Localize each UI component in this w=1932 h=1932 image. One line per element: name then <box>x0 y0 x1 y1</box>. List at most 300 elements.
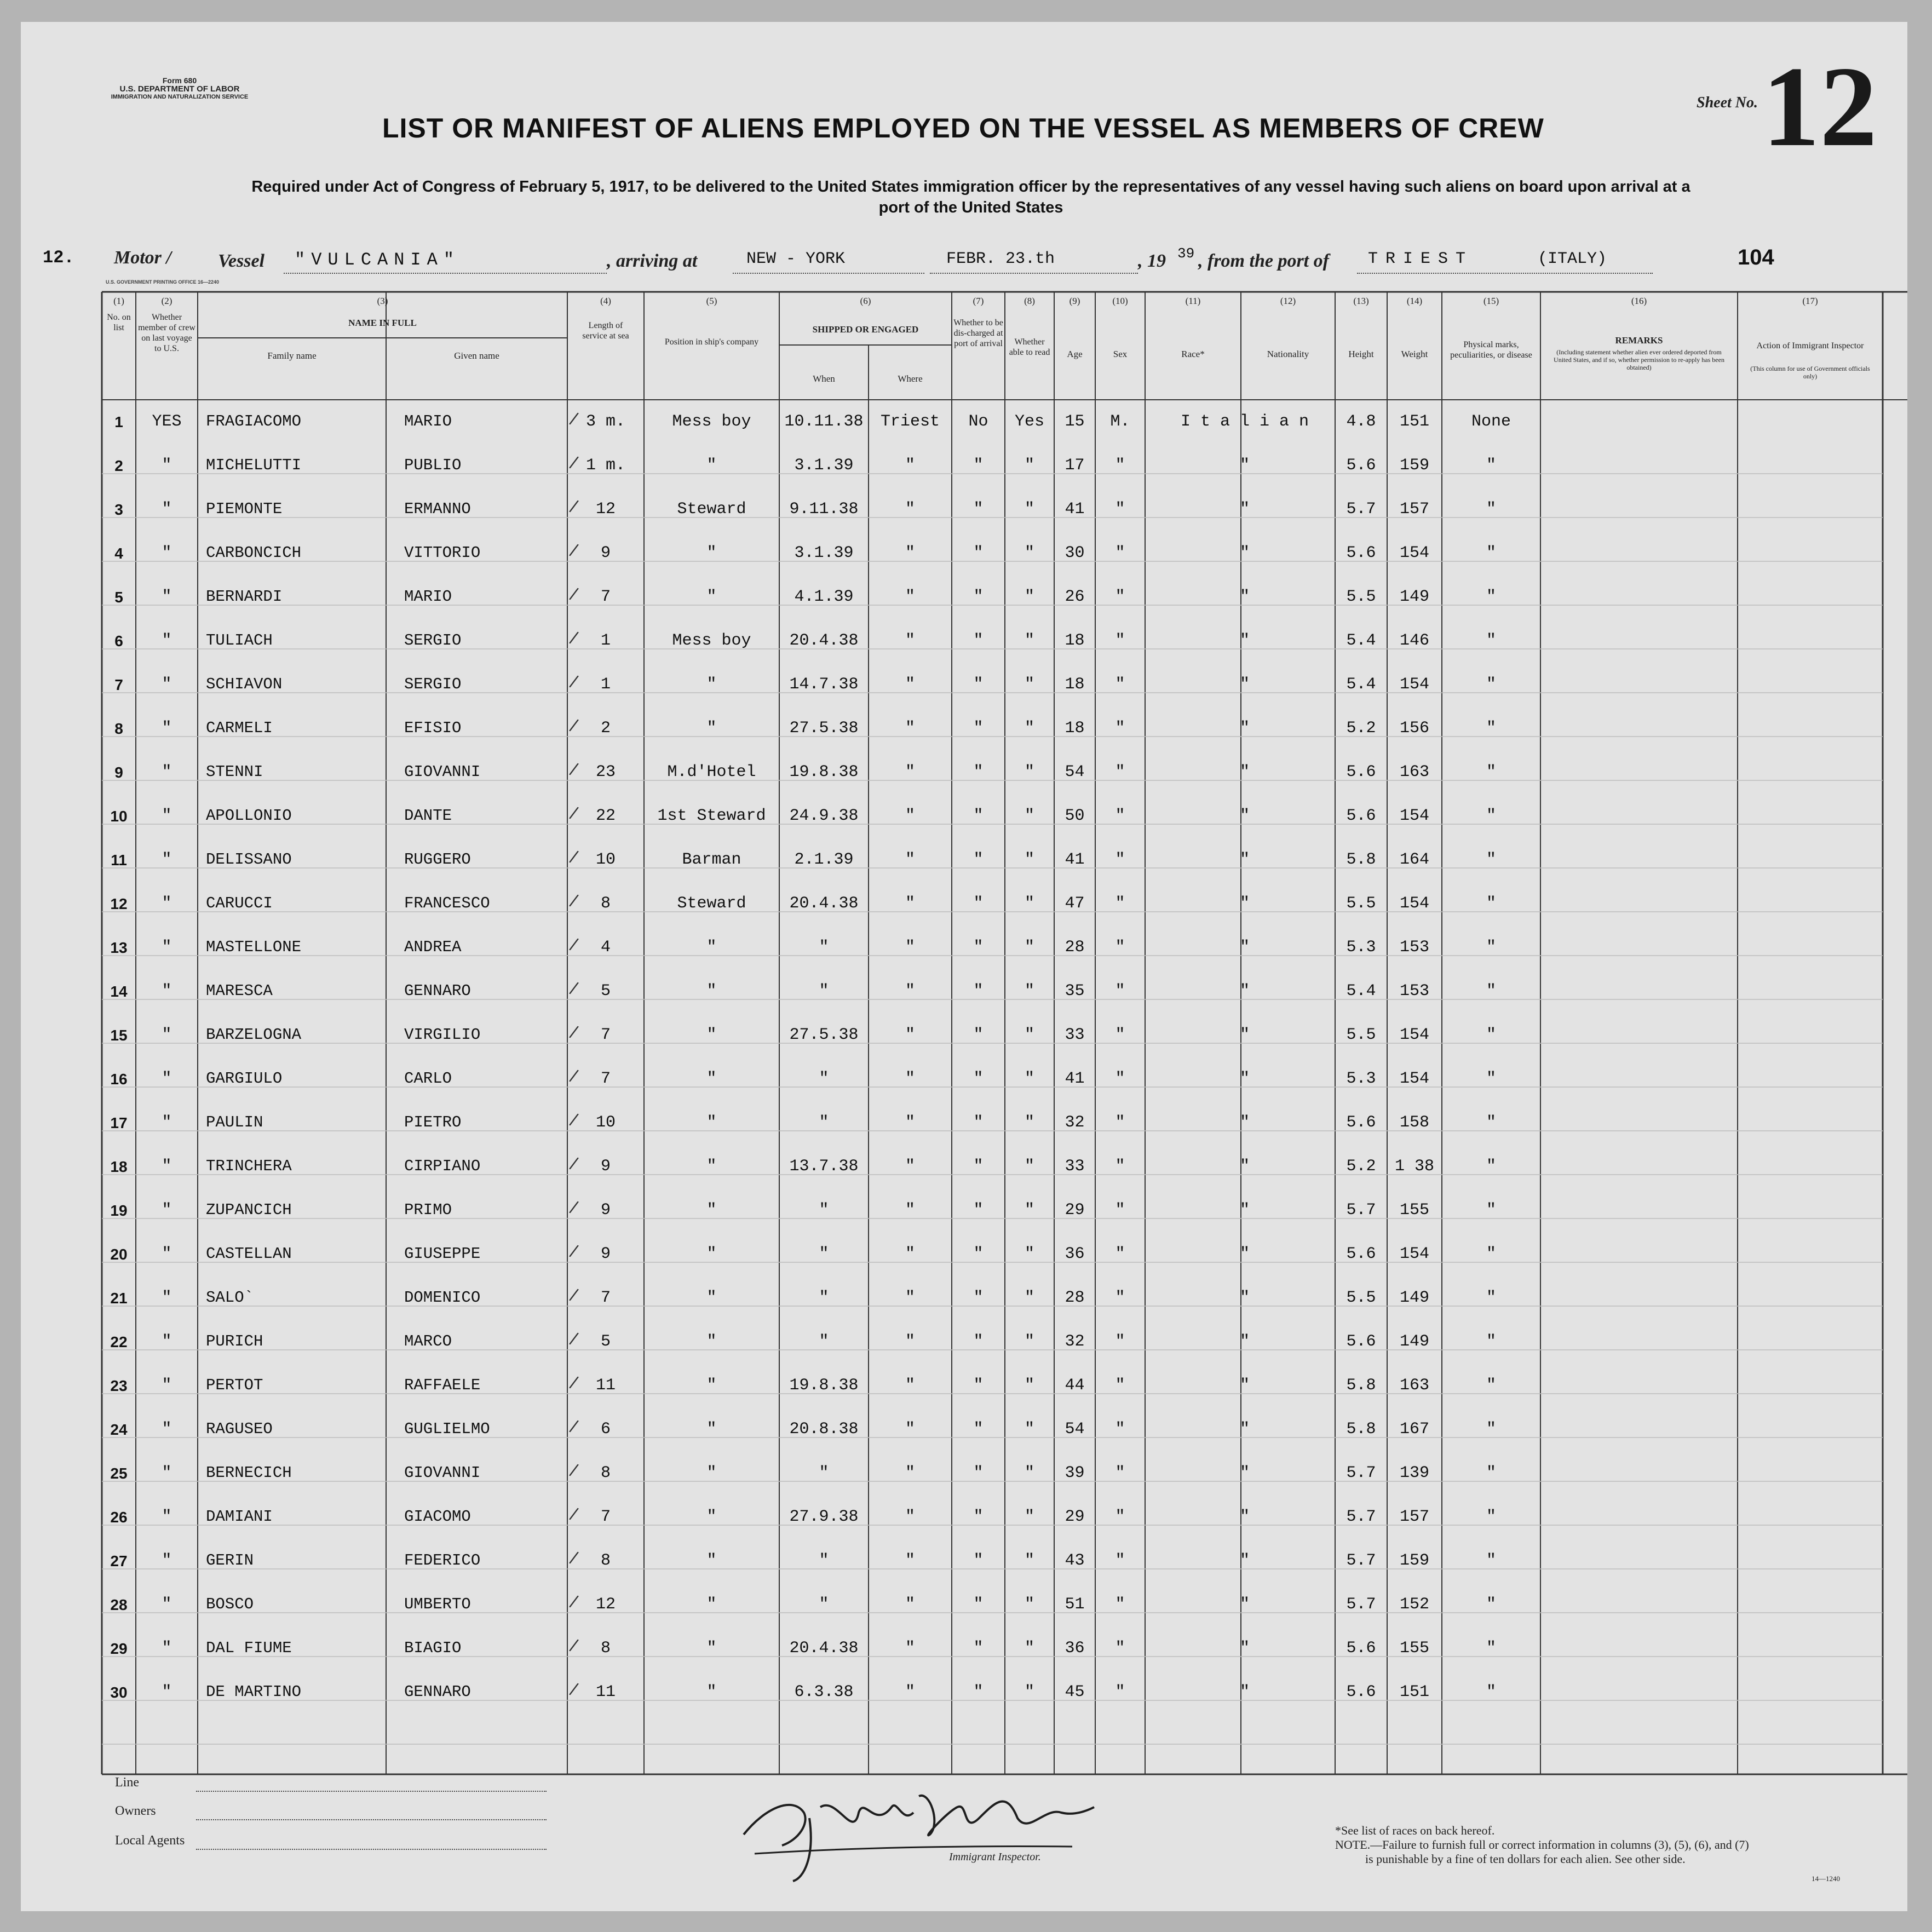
cell-marks: " <box>1486 719 1496 738</box>
cell-height: 5.2 <box>1346 719 1376 738</box>
cell-prev: " <box>162 1201 172 1220</box>
cell-when: " <box>819 1551 829 1570</box>
cell-read: " <box>1024 1332 1034 1351</box>
form-code: 14—1240 <box>1812 1875 1840 1883</box>
cell-prev: " <box>162 894 172 913</box>
cell-disch: " <box>973 456 984 475</box>
cell-height: 5.3 <box>1346 938 1376 957</box>
cell-family: DE MARTINO <box>206 1683 302 1701</box>
cell-disch: " <box>973 1639 984 1658</box>
owners-label: Owners <box>115 1804 156 1818</box>
cell-age: 18 <box>1065 675 1085 694</box>
cell-where: " <box>905 1289 915 1307</box>
cell-read: " <box>1024 1245 1034 1263</box>
cell-service: 4 <box>600 938 611 957</box>
cell-read: " <box>1024 1464 1034 1482</box>
cell-service: 10 <box>595 1113 616 1132</box>
cell-position: " <box>706 1289 717 1307</box>
cell-weight: 156 <box>1399 719 1429 738</box>
cell-service: 8 <box>600 1551 611 1570</box>
cell-sex: " <box>1115 1595 1125 1614</box>
cell-service: 2 <box>600 719 611 738</box>
row-number: 27 <box>110 1553 128 1569</box>
cell-family: APOLLONIO <box>206 807 292 825</box>
cell-given: ANDREA <box>404 938 462 956</box>
cell-position: " <box>706 1464 717 1482</box>
cell-service: 22 <box>595 807 616 825</box>
col8-number: (8) <box>1024 296 1035 306</box>
printing-office: U.S. GOVERNMENT PRINTING OFFICE 16—2240 <box>106 279 220 285</box>
col9-heading: Age <box>1067 349 1083 359</box>
cell-height: 5.6 <box>1346 807 1376 825</box>
cell-age: 36 <box>1065 1639 1085 1658</box>
cell-marks: " <box>1486 1201 1496 1220</box>
cell-weight: 163 <box>1399 1376 1429 1395</box>
cell-position: " <box>706 1070 717 1088</box>
cell-position: Steward <box>677 500 746 519</box>
cell-prev: " <box>162 1639 172 1658</box>
col6-number: (6) <box>860 296 871 306</box>
check-mark: / <box>568 540 580 560</box>
cell-disch: " <box>973 982 984 1001</box>
cell-where: " <box>905 544 915 562</box>
cell-weight: 154 <box>1399 544 1429 562</box>
check-mark: / <box>568 584 580 604</box>
cell-age: 26 <box>1065 588 1085 606</box>
col12-number: (12) <box>1280 296 1296 306</box>
cell-height: 5.8 <box>1346 1420 1376 1439</box>
cell-where: " <box>905 1070 915 1088</box>
cell-age: 32 <box>1065 1332 1085 1351</box>
cell-family: MICHELUTTI <box>206 456 302 474</box>
cell-weight: 164 <box>1399 850 1429 869</box>
cell-family: MASTELLONE <box>206 938 302 956</box>
row-number: 13 <box>110 939 128 956</box>
cell-age: 18 <box>1065 719 1085 738</box>
cell-given: GIUSEPPE <box>404 1245 481 1263</box>
cell-race: " <box>1239 456 1250 475</box>
cell-sex: " <box>1115 1683 1125 1701</box>
check-mark: / <box>568 1066 580 1086</box>
cell-when: 20.4.38 <box>789 631 859 650</box>
cell-given: GUGLIELMO <box>404 1420 490 1438</box>
col2-number: (2) <box>161 296 173 306</box>
cell-prev: " <box>162 982 172 1001</box>
cell-sex: " <box>1115 500 1125 519</box>
cell-race: I t a l i a n <box>1180 412 1309 431</box>
row-number: 22 <box>110 1333 128 1350</box>
cell-marks: " <box>1486 1332 1496 1351</box>
cell-position: " <box>706 1376 717 1395</box>
cell-position: " <box>706 1551 717 1570</box>
cell-weight: 167 <box>1399 1420 1429 1439</box>
cell-weight: 155 <box>1399 1639 1429 1658</box>
cell-disch: " <box>973 1113 984 1132</box>
check-mark: / <box>568 1635 580 1655</box>
cell-disch: " <box>973 1070 984 1088</box>
cell-age: 30 <box>1065 544 1085 562</box>
check-mark: / <box>568 1197 580 1217</box>
form-department: U.S. DEPARTMENT OF LABOR <box>119 84 240 94</box>
cell-when: 20.4.38 <box>789 1639 859 1658</box>
check-mark: / <box>568 1548 580 1568</box>
cell-age: 41 <box>1065 850 1085 869</box>
col1-number: (1) <box>113 296 124 306</box>
cell-read: " <box>1024 1376 1034 1395</box>
cell-service: 1 <box>600 675 611 694</box>
cell-service: 9 <box>600 1201 611 1220</box>
cell-where: " <box>905 894 915 913</box>
col8-heading: Whether able to read <box>1009 337 1050 357</box>
row-number: 3 <box>114 501 123 518</box>
cell-read: " <box>1024 807 1034 825</box>
cell-age: 36 <box>1065 1245 1085 1263</box>
cell-service: 11 <box>595 1683 616 1701</box>
cell-race: " <box>1239 894 1250 913</box>
cell-family: MARESCA <box>206 982 273 1000</box>
cell-when: 2.1.39 <box>794 850 854 869</box>
cell-when: 27.5.38 <box>789 1026 859 1044</box>
cell-read: " <box>1024 1070 1034 1088</box>
cell-read: " <box>1024 631 1034 650</box>
cell-age: 18 <box>1065 631 1085 650</box>
cell-family: BARZELOGNA <box>206 1026 302 1044</box>
cell-position: " <box>706 1201 717 1220</box>
cell-position: " <box>706 1026 717 1044</box>
cell-marks: " <box>1486 675 1496 694</box>
inspector-label: Immigrant Inspector. <box>949 1851 1041 1863</box>
cell-disch: " <box>973 1376 984 1395</box>
col14-number: (14) <box>1406 296 1423 306</box>
cell-where: " <box>905 1376 915 1395</box>
cell-given: RAFFAELE <box>404 1376 481 1394</box>
cell-race: " <box>1239 1289 1250 1307</box>
row-number: 14 <box>110 983 128 1000</box>
cell-when: 27.9.38 <box>789 1508 859 1526</box>
check-mark: / <box>568 803 580 823</box>
cell-family: GARGIULO <box>206 1070 283 1088</box>
cell-read: " <box>1024 588 1034 606</box>
cell-disch: " <box>973 588 984 606</box>
cell-marks: " <box>1486 456 1496 475</box>
cell-given: MARIO <box>404 412 452 430</box>
cell-age: 15 <box>1065 412 1085 431</box>
cell-position: Steward <box>677 894 746 913</box>
cell-marks: " <box>1486 1683 1496 1701</box>
cell-weight: 149 <box>1399 1332 1429 1351</box>
cell-disch: " <box>973 850 984 869</box>
cell-sex: " <box>1115 1508 1125 1526</box>
cell-age: 17 <box>1065 456 1085 475</box>
cell-position: " <box>706 588 717 606</box>
cell-height: 5.5 <box>1346 1026 1376 1044</box>
cell-height: 5.8 <box>1346 850 1376 869</box>
cell-race: " <box>1239 588 1250 606</box>
row-number: 29 <box>110 1640 128 1657</box>
row-number: 9 <box>114 764 123 781</box>
cell-position: " <box>706 1683 717 1701</box>
cell-age: 35 <box>1065 982 1085 1001</box>
cell-age: 33 <box>1065 1157 1085 1176</box>
cell-given: ERMANNO <box>404 500 471 518</box>
row-number: 12 <box>110 895 128 912</box>
cell-read: " <box>1024 894 1034 913</box>
cell-race: " <box>1239 544 1250 562</box>
cell-prev: " <box>162 719 172 738</box>
line-label: Line <box>115 1775 139 1790</box>
cell-where: " <box>905 1113 915 1132</box>
departure-country: (ITALY) <box>1538 250 1607 268</box>
cell-disch: " <box>973 1245 984 1263</box>
cell-position: " <box>706 456 717 475</box>
cell-age: 39 <box>1065 1464 1085 1482</box>
row-number: 30 <box>110 1684 128 1701</box>
departure-port: TRIEST <box>1368 250 1474 268</box>
col3-given-heading: Given name <box>454 350 499 361</box>
cell-sex: " <box>1115 1420 1125 1439</box>
cell-disch: " <box>973 1551 984 1570</box>
cell-where: " <box>905 938 915 957</box>
check-mark: / <box>568 409 580 429</box>
cell-race: " <box>1239 1026 1250 1044</box>
subtitle-line-1: Required under Act of Congress of February 5, 1917, to be delivered to the United States immigration officer by the representatives of any vessel having such aliens on board upon arrival at a <box>251 178 1691 196</box>
cell-sex: " <box>1115 1551 1125 1570</box>
cell-where: " <box>905 1508 915 1526</box>
cell-where: " <box>905 1595 915 1614</box>
cell-height: 5.7 <box>1346 1201 1376 1220</box>
cell-race: " <box>1239 763 1250 781</box>
cell-age: 41 <box>1065 500 1085 519</box>
col14-heading: Weight <box>1401 349 1428 359</box>
row-number: 10 <box>110 808 128 825</box>
cell-weight: 154 <box>1399 894 1429 913</box>
col3-number: (3) <box>377 296 388 306</box>
cell-position: " <box>706 675 717 694</box>
cell-age: 51 <box>1065 1595 1085 1614</box>
cell-race: " <box>1239 807 1250 825</box>
cell-read: " <box>1024 1113 1034 1132</box>
cell-weight: 154 <box>1399 1026 1429 1044</box>
cell-sex: " <box>1115 1376 1125 1395</box>
cell-disch: " <box>973 763 984 781</box>
row-number: 16 <box>110 1071 128 1088</box>
cell-service: 23 <box>595 763 616 781</box>
cell-marks: " <box>1486 763 1496 781</box>
cell-sex: " <box>1115 456 1125 475</box>
cell-service: 9 <box>600 1245 611 1263</box>
cell-race: " <box>1239 500 1250 519</box>
check-mark: / <box>568 890 580 911</box>
cell-weight: 157 <box>1399 1508 1429 1526</box>
cell-family: SCHIAVON <box>206 675 283 693</box>
cell-height: 5.7 <box>1346 1551 1376 1570</box>
cell-race: " <box>1239 1595 1250 1614</box>
cell-position: " <box>706 938 717 957</box>
cell-age: 54 <box>1065 1420 1085 1439</box>
cell-race: " <box>1239 850 1250 869</box>
check-mark: / <box>568 1416 580 1436</box>
cell-disch: " <box>973 807 984 825</box>
cell-sex: " <box>1115 938 1125 957</box>
cell-race: " <box>1239 1683 1250 1701</box>
cell-disch: " <box>973 1201 984 1220</box>
cell-marks: " <box>1486 850 1496 869</box>
cell-when: " <box>819 1113 829 1132</box>
row-number: 15 <box>110 1027 128 1044</box>
cell-weight: 157 <box>1399 500 1429 519</box>
cell-when: " <box>819 1245 829 1263</box>
manifest-title: LIST OR MANIFEST OF ALIENS EMPLOYED ON THE VESSEL AS MEMBERS OF CREW <box>382 113 1544 143</box>
cell-service: 12 <box>595 500 616 519</box>
motor-label: Motor / <box>114 248 171 268</box>
cell-service: 7 <box>600 1289 611 1307</box>
row-number: 28 <box>110 1596 128 1613</box>
cell-family: TRINCHERA <box>206 1157 292 1175</box>
col5-number: (5) <box>706 296 717 306</box>
cell-where: " <box>905 982 915 1001</box>
cell-age: 33 <box>1065 1026 1085 1044</box>
cell-race: " <box>1239 1508 1250 1526</box>
cell-when: 27.5.38 <box>789 719 859 738</box>
cell-disch: " <box>973 719 984 738</box>
col4-heading: Length of service at sea <box>582 321 629 341</box>
vessel-label: Vessel <box>218 251 264 271</box>
row-number: 8 <box>114 720 123 737</box>
cell-given: BIAGIO <box>404 1639 462 1657</box>
cell-weight: 154 <box>1399 807 1429 825</box>
col13-heading: Height <box>1348 349 1374 359</box>
cell-prev: " <box>162 1332 172 1351</box>
cell-prev: " <box>162 938 172 957</box>
check-mark: / <box>568 1022 580 1042</box>
cell-marks: " <box>1486 1551 1496 1570</box>
cell-weight: 159 <box>1399 456 1429 475</box>
row-number: 23 <box>110 1377 128 1394</box>
cell-read: " <box>1024 763 1034 781</box>
year-prefix: , 19 <box>1138 251 1166 271</box>
cell-given: FRANCESCO <box>404 894 490 912</box>
cell-race: " <box>1239 1420 1250 1439</box>
cell-prev: " <box>162 588 172 606</box>
arrival-year: 39 <box>1177 245 1195 262</box>
cell-where: " <box>905 1639 915 1658</box>
cell-height: 5.6 <box>1346 1639 1376 1658</box>
cell-sex: " <box>1115 1332 1125 1351</box>
cell-when: 20.8.38 <box>789 1420 859 1439</box>
cell-given: VITTORIO <box>404 544 481 562</box>
cell-height: 5.5 <box>1346 588 1376 606</box>
cell-marks: " <box>1486 544 1496 562</box>
col17-number: (17) <box>1802 296 1818 306</box>
cell-weight: 153 <box>1399 938 1429 957</box>
cell-when: 14.7.38 <box>789 675 859 694</box>
cell-service: 1 m. <box>585 456 625 475</box>
col10-heading: Sex <box>1113 349 1128 359</box>
cell-weight: 152 <box>1399 1595 1429 1614</box>
cell-where: " <box>905 850 915 869</box>
cell-read: " <box>1024 938 1034 957</box>
cell-read: " <box>1024 1157 1034 1176</box>
cell-service: 12 <box>595 1595 616 1614</box>
check-mark: / <box>568 1285 580 1305</box>
cell-weight: 1 38 <box>1394 1157 1434 1176</box>
vessel-margin-number: 12. <box>43 248 74 268</box>
row-number: 24 <box>110 1421 128 1438</box>
cell-service: 7 <box>600 1026 611 1044</box>
cell-age: 28 <box>1065 1289 1085 1307</box>
cell-prev: " <box>162 1376 172 1395</box>
cell-disch: " <box>973 1157 984 1176</box>
cell-where: " <box>905 807 915 825</box>
cell-weight: 158 <box>1399 1113 1429 1132</box>
cell-disch: " <box>973 1420 984 1439</box>
cell-given: FEDERICO <box>404 1551 481 1569</box>
cell-position: Mess boy <box>672 412 751 431</box>
vessel-name: "VULCANIA" <box>295 250 461 270</box>
cell-position: M.d'Hotel <box>667 763 756 781</box>
cell-read: " <box>1024 719 1034 738</box>
cell-family: CARBONCICH <box>206 544 302 562</box>
cell-prev: " <box>162 1595 172 1614</box>
row-number: 2 <box>114 457 123 474</box>
cell-when: 3.1.39 <box>794 544 854 562</box>
cell-prev: " <box>162 1157 172 1176</box>
col11-number: (11) <box>1185 296 1201 306</box>
cell-position: Barman <box>682 850 741 869</box>
cell-race: " <box>1239 1551 1250 1570</box>
cell-family: BOSCO <box>206 1595 254 1613</box>
row-number: 17 <box>110 1114 128 1131</box>
cell-when: 19.8.38 <box>789 763 859 781</box>
cell-disch: " <box>973 544 984 562</box>
check-mark: / <box>568 759 580 779</box>
cell-prev: " <box>162 1683 172 1701</box>
cell-sex: " <box>1115 1245 1125 1263</box>
cell-weight: 153 <box>1399 982 1429 1001</box>
cell-where: " <box>905 719 915 738</box>
cell-marks: " <box>1486 894 1496 913</box>
note-failure-line-1: NOTE.—Failure to furnish full or correct information in columns (3), (5), (6), and (7) <box>1335 1838 1749 1852</box>
cell-disch: " <box>973 938 984 957</box>
cell-prev: " <box>162 1464 172 1482</box>
cell-sex: " <box>1115 850 1125 869</box>
cell-position: " <box>706 1245 717 1263</box>
cell-when: " <box>819 1595 829 1614</box>
cell-race: " <box>1239 719 1250 738</box>
cell-where: " <box>905 1464 915 1482</box>
cell-family: PAULIN <box>206 1113 263 1131</box>
cell-family: PIEMONTE <box>206 500 283 518</box>
cell-disch: " <box>973 1332 984 1351</box>
cell-given: RUGGERO <box>404 850 471 869</box>
cell-given: CIRPIANO <box>404 1157 481 1175</box>
cell-marks: " <box>1486 1420 1496 1439</box>
cell-family: PURICH <box>206 1332 263 1350</box>
cell-given: CARLO <box>404 1070 452 1088</box>
cell-read: " <box>1024 850 1034 869</box>
cell-weight: 155 <box>1399 1201 1429 1220</box>
cell-where: " <box>905 1026 915 1044</box>
check-mark: / <box>568 1153 580 1174</box>
cell-disch: " <box>973 1289 984 1307</box>
cell-when: 20.4.38 <box>789 894 859 913</box>
cell-sex: " <box>1115 719 1125 738</box>
cell-read: " <box>1024 1289 1034 1307</box>
col3-family-heading: Family name <box>267 350 317 361</box>
cell-given: GENNARO <box>404 982 471 1000</box>
cell-height: 5.5 <box>1346 894 1376 913</box>
cell-when: 6.3.38 <box>794 1683 854 1701</box>
